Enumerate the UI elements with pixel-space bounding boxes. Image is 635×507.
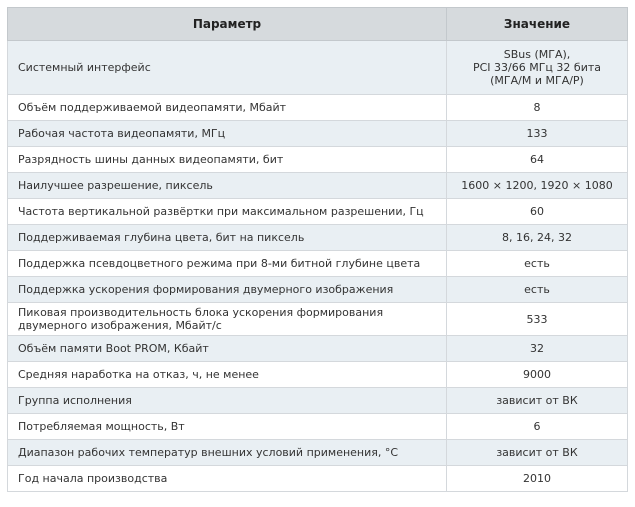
row-param [8,414,447,440]
row-value [447,225,628,251]
row-value [447,199,628,225]
row-value [447,414,628,440]
row-value-line: 133 [526,127,548,140]
row-param [8,41,447,95]
row-param [8,336,447,362]
row-param-text: Объём памяти Boot PROM, Кбайт [18,342,209,355]
row-value [447,147,628,173]
table-row [8,362,628,388]
row-value-line: (МГА/М и МГА/Р) [490,74,584,87]
row-param [8,225,447,251]
row-param [8,199,447,225]
row-value-line: 533 [526,312,548,326]
row-param [8,388,447,414]
row-param [8,277,447,303]
row-value [447,95,628,121]
row-param-text: Потребляемая мощность, Вт [18,420,185,433]
row-value-line: 64 [530,153,544,166]
row-value [447,251,628,277]
row-param [8,173,447,199]
table-row [8,199,628,225]
row-param [8,121,447,147]
row-param-text: Год начала производства [18,472,168,485]
row-param-line: Пиковая производительность блока ускорения формирования [18,306,384,319]
row-value-line: 9000 [523,368,551,381]
table-row [8,251,628,277]
row-param-text: Группа исполнения [18,394,132,407]
row-param [8,95,447,121]
row-value-line: зависит от ВК [496,446,578,459]
row-param-text: Наилучшее разрешение, пиксель [18,179,213,192]
row-value-line: 60 [530,205,544,218]
row-value [447,303,628,336]
row-value-line: есть [524,283,550,296]
row-param [8,303,447,336]
row-param-text: Средняя наработка на отказ, ч, не менее [18,368,259,381]
table-row [8,147,628,173]
row-value [447,41,628,95]
row-value-line: 32 [530,342,544,355]
row-value-line: SBus (МГА), [503,48,571,61]
row-value-line: 2010 [523,472,551,485]
row-param-text: Объём поддерживаемой видеопамяти, Мбайт [18,101,287,114]
row-param [8,440,447,466]
table-row [8,225,628,251]
row-value-line: зависит от ВК [496,394,578,407]
row-param [8,251,447,277]
table-row [8,173,628,199]
row-param-text: Поддерживаемая глубина цвета, бит на пиксель [18,231,305,244]
table-row [8,414,628,440]
row-value [447,440,628,466]
table-row [8,95,628,121]
row-value-line: 8 [533,101,541,114]
row-param-text: Рабочая частота видеопамяти, МГц [18,127,226,140]
row-param-text: Диапазон рабочих температур внешних условий применения, °C [18,446,399,459]
row-value-line: 1600 × 1200, 1920 × 1080 [461,179,613,192]
row-param [8,466,447,492]
row-value-line: есть [524,257,550,270]
row-value [447,388,628,414]
row-value [447,466,628,492]
table-row [8,277,628,303]
row-param-line: двумерного изображения, Мбайт/с [18,319,222,332]
header-value: Значение [447,8,628,41]
table-row [8,466,628,492]
row-param [8,147,447,173]
table-row [8,303,628,336]
table-row [8,440,628,466]
row-param-text: Частота вертикальной развёртки при максимальном разрешении, Гц [18,205,424,218]
header-param: Параметр [8,8,447,41]
table-row [8,121,628,147]
row-value-line: 8, 16, 24, 32 [502,231,572,244]
row-param [8,362,447,388]
row-value-line: 6 [533,420,541,433]
row-value-line: PCI 33/66 МГц 32 бита [472,61,601,74]
row-param-text: Поддержка ускорения формирования двумерного изображения [18,283,394,296]
table-row [8,388,628,414]
specification-table [7,7,628,492]
row-param-text: Разрядность шины данных видеопамяти, бит [18,153,284,166]
row-value [447,362,628,388]
row-param-text: Системный интерфейс [18,61,151,74]
row-value [447,173,628,199]
table-header-row [8,8,628,41]
table-row [8,336,628,362]
row-value [447,277,628,303]
row-param-text: Поддержка псевдоцветного режима при 8-ми битной глубине цвета [18,257,421,270]
table-row [8,41,628,95]
row-value [447,121,628,147]
row-value [447,336,628,362]
